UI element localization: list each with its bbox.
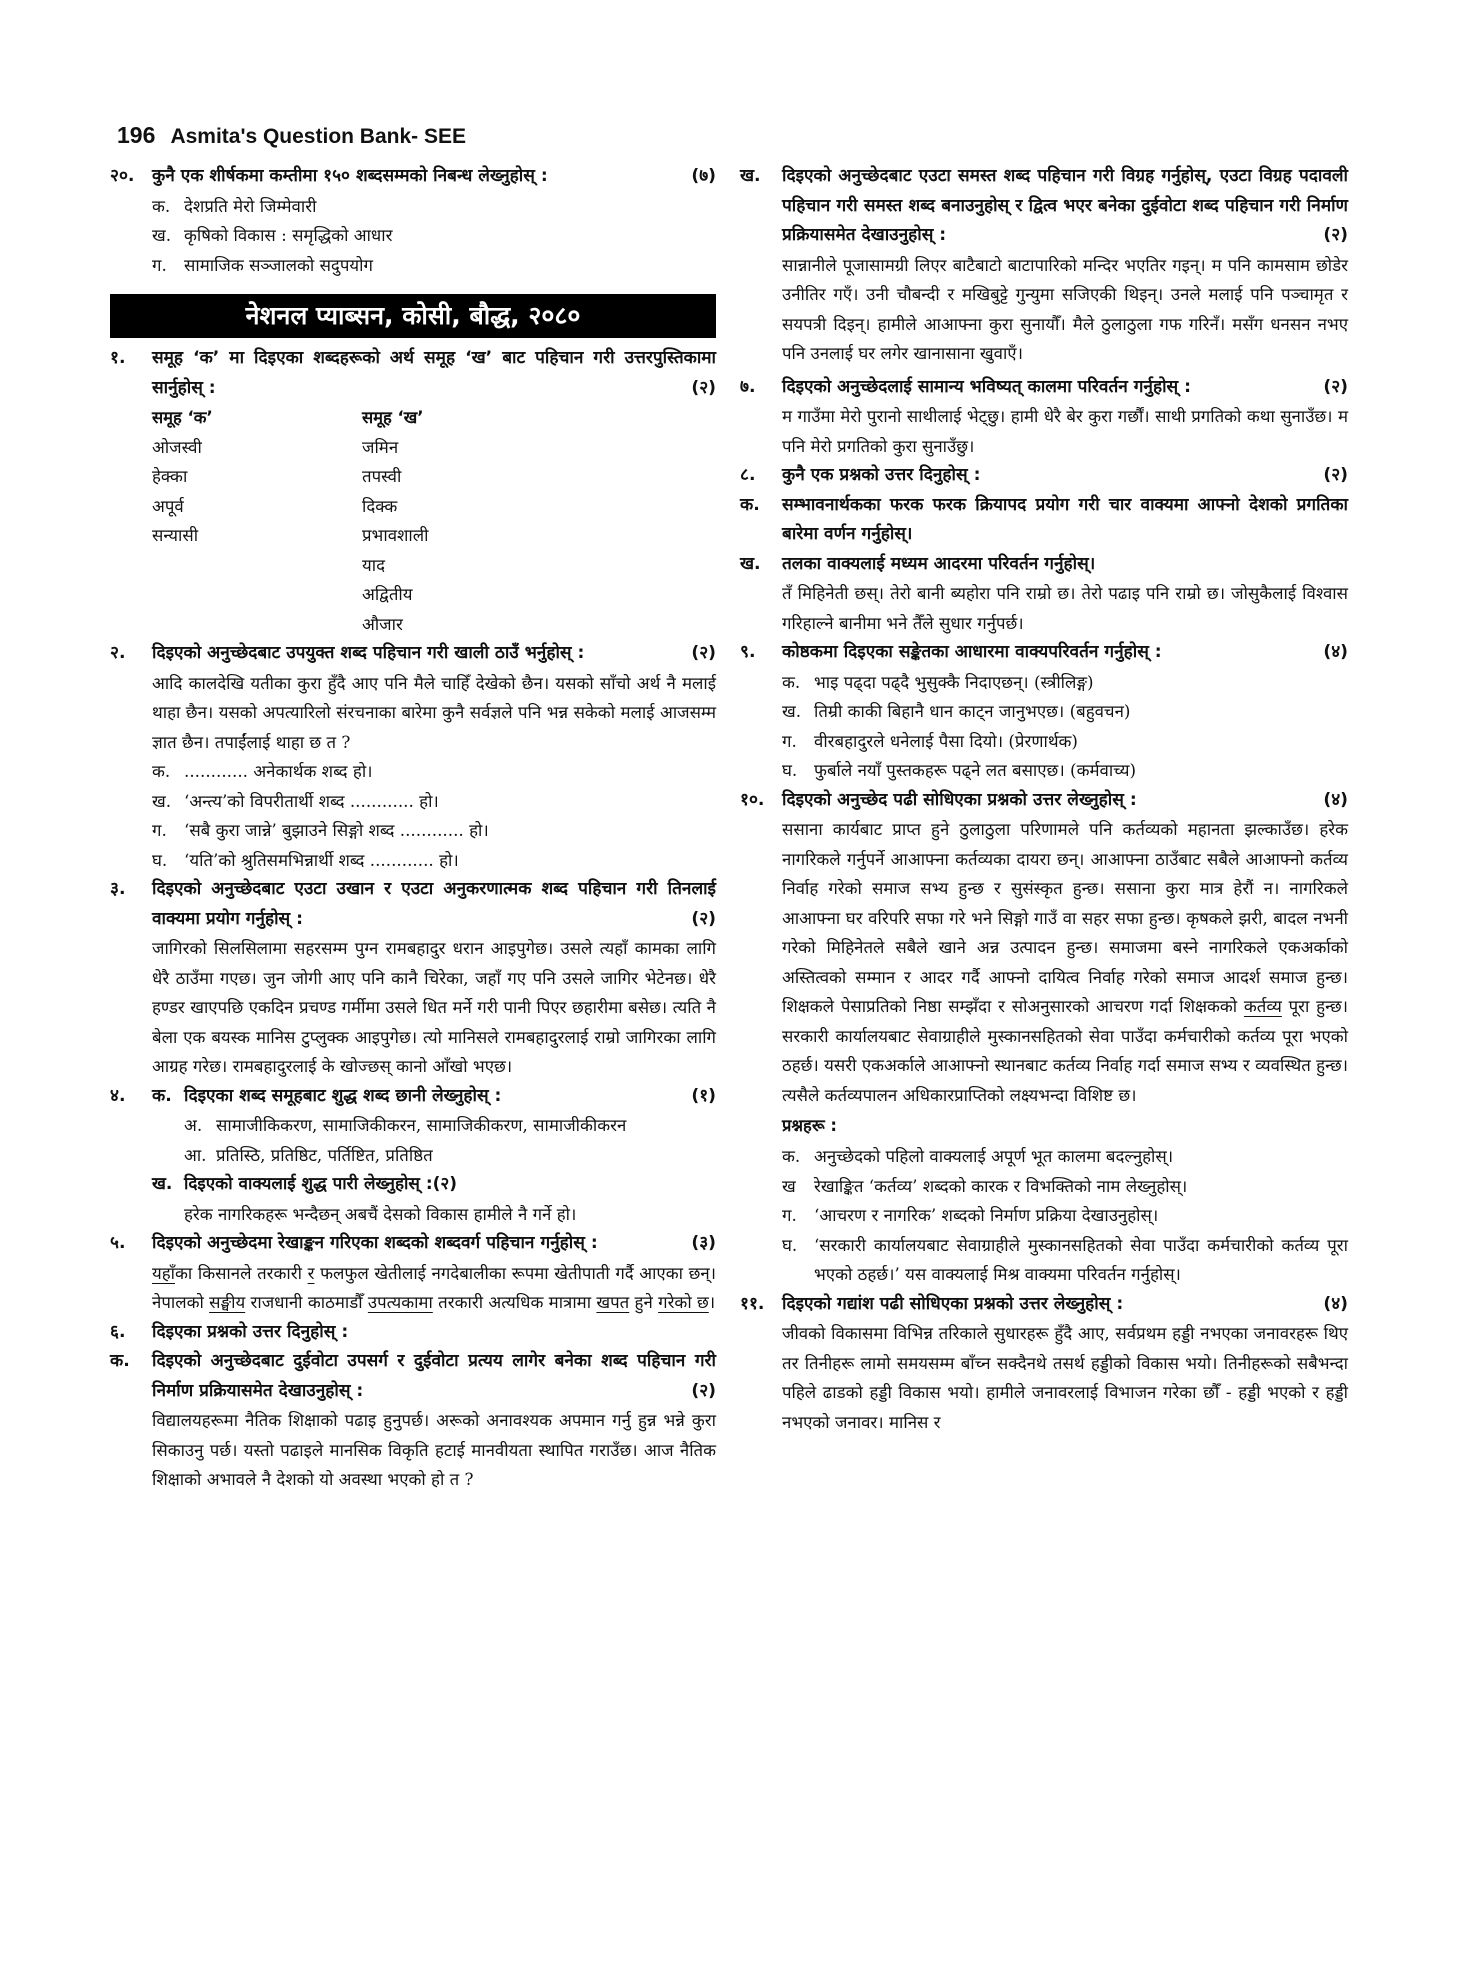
question-text: दिइएको अनुच्छेद पढी सोधिएका प्रश्नको उत्तर लेख्नुहोस् : <box>782 789 1137 810</box>
underlined-word: र <box>307 1262 315 1283</box>
group-b-word: याद <box>362 554 385 575</box>
sub-item: घ. फुर्बाले नयाँ पुस्तकहरू पढ्ने लत बसाएछ। (कर्मवाच्य) <box>782 760 1137 780</box>
question-number: १०. <box>740 789 765 810</box>
question-number: ८. <box>740 465 756 485</box>
questions-heading: प्रश्नहरू : <box>782 1116 837 1135</box>
question-text: दिइएको अनुच्छेदमा रेखाङ्कन गरिएका शब्दको शब्दवर्ग पहिचान गर्नुहोस् : <box>152 1233 598 1253</box>
passage: हरेक नागरिकहरू भन्दैछन् अबचैं देसको विकास हामीले नै गर्ने हो। <box>184 1203 577 1224</box>
sub-item: ग. ‘आचरण र नागरिक’ शब्दको निर्माण प्रक्रिया देखाउनुहोस्। <box>782 1205 1159 1225</box>
book-title: Asmita's Question Bank- SEE <box>170 125 467 148</box>
group-a-word: ओजस्वी <box>152 436 202 457</box>
sub-item: ख. ‘अन्त्य’को विपरीतार्थी शब्द ............ हो। <box>152 790 439 811</box>
sub-item: अ. सामाजीकिकरण, सामाजिकीकरन, सामाजिकीकरण, सामाजीकीकरन <box>184 1115 627 1135</box>
marks: (२) <box>432 1174 458 1194</box>
sub-item: घ. ‘यति’को श्रुतिसमभिन्नार्थी शब्द ............ हो। <box>152 849 459 870</box>
underlined-word: उपत्यकामा <box>367 1292 433 1312</box>
marks: (२) <box>1323 225 1348 245</box>
question-number: ११. <box>740 1293 765 1314</box>
question-text: कुनै एक प्रश्नको उत्तर दिनुहोस् : <box>782 465 981 485</box>
question-4: ४. क. दिइएका शब्द समूहबाट शुद्ध शब्द छानी लेख्नुहोस् : (१) <box>110 1082 716 1112</box>
sub-item: क. भाइ पढ्दा पढ्दै भुसुक्कै निदाएछन्। (स्त्रीलिङ्ग) <box>782 671 1094 692</box>
question-5 <box>110 1229 716 1259</box>
sub-item: ख. कृषिको विकास : समृद्धिको आधार <box>152 225 393 245</box>
marks: (७) <box>691 166 716 186</box>
question-number: ३. <box>110 879 126 899</box>
group-b-word: औजार <box>362 613 403 634</box>
passage: म गाउँमा मेरो पुरानो साथीलाई भेट्छु। हामी धेरै बेर कुरा गर्छौं। साथी प्रगतिको कथा सुनाउँछ। म पनि मेरो प्रगतिको कुरा सुनाउँछु। <box>782 406 1348 456</box>
group-a-word: सन्यासी <box>152 525 199 545</box>
marks: (४) <box>1323 789 1348 810</box>
question-6b: ख. दिइएको अनुच्छेदबाट एउटा समस्त शब्द पहिचान गरी विग्रह गर्नुहोस्, एउटा विग्रह पदावली पहिचान गरी समस्त शब्द बनाउनुहोस् र द्वित्व भएर बनेका दुईवोटा शब्द पहिचान गरी निर्माण प्रक्रियासमेत देखाउनुहोस् : (२) <box>740 162 1348 251</box>
sub-item: घ. ‘सरकारी कार्यालयबाट सेवाग्राहीले मुस्कानसहितको सेवा पाउँदा कर्मचारीको कर्तव्य पूरा भएको ठहर्छ।’ यस वाक्यलाई मिश्र वाक्यमा परिवर्तन गर्नुहोस्। <box>782 1234 1348 1284</box>
right-column <box>740 162 1348 1437</box>
question-text: दिइएका प्रश्नको उत्तर दिनुहोस् : <box>152 1321 349 1342</box>
group-b-word: जमिन <box>362 436 399 457</box>
page-header <box>117 122 466 149</box>
question-text: दिइएको अनुच्छेदबाट उपयुक्त शब्द पहिचान गरी खाली ठाउँ भर्नुहोस् : <box>152 643 585 663</box>
question-number: १. <box>110 348 126 368</box>
exam-section-banner: नेशनल प्याब्सन, कोसी, बौद्ध, २०८० <box>110 294 716 338</box>
passage: ससाना कार्यबाट प्राप्त हुने ठुलाठुला परिणामले पनि कर्तव्यको महानता झल्काउँछ। हरेक नागरिकले गर्नुपर्ने आआफ्ना कर्तव्यका दायरा छन्। आआफ्ना ठाउँबाट सबैले आआफ्नो कर्तव्य निर्वाह गरेको समाज सभ्य हुन्छ र सुसंस्कृत हुन्छ। ससाना कुरा मात्र हेरौं न। नागरिकले आआफ्ना घर वरिपरि सफा गरे भने सिङ्गो गाउँ वा सहर सफा हुन्छ। कृषकले झरी, बादल नभनी गरेको मिहिनेतले सबैले खाने अन्न उत्पादन हुन्छ। समाजमा बस्ने नागरिकले एकअर्काको अस्तित्वको सम्मान र आदर गर्दै आफ्नो दायित्व निर्वाह गरेको समाज आदर्श समाज हुन्छ। शिक्षकले पेसाप्रतिको निष्ठा सम्झँदा र सोअनुसारको आचरण गर्दा शिक्षकको कर्तव्य पूरा हुन्छ। सरकारी कार्यालयबाट सेवाग्राहीले मुस्कानसहितको सेवा पाउँदा कर्मचारीको कर्तव्य पूरा भएको ठहर्छ। यसरी एकअर्काले आआफ्नो स्थानबाट कर्तव्य निर्वाह गर्दा समाज सभ्य र व्यवस्थित हुन्छ। त्यसैले कर्तव्यपालन अधिकारप्राप्तिको लक्ष्यभन्दा विशिष्ट छ। <box>782 819 1348 1105</box>
marks: (२) <box>691 1380 716 1401</box>
page-number: 196 <box>117 122 156 148</box>
sub-item: आ. प्रतिस्ठि, प्रतिष्ठिट, पर्तिष्टित, प्रतिष्ठित <box>184 1144 433 1165</box>
question-10 <box>740 786 1348 816</box>
question-number: ७. <box>740 376 756 397</box>
question-text: कोष्ठकमा दिइएका सङ्केतका आधारमा वाक्यपरिवर्तन गर्नुहोस् : <box>782 642 1162 662</box>
question-text: दिइएका शब्द समूहबाट शुद्ध शब्द छानी लेख्नुहोस् : <box>184 1085 502 1106</box>
marks: (४) <box>1323 1293 1348 1314</box>
question-8 <box>740 461 1348 491</box>
marks: (१) <box>691 1085 716 1106</box>
passage: सान्नानीले पूजासामग्री लिएर बाटैबाटो बाटापारिको मन्दिर भएतिर गइन्। म पनि कामसाम छोडेर उनीतिर गएँ। उनी चौबन्दी र मखिबुट्टे गुन्युमा सजिएकी थिइन्। उनले मलाई पनि पञ्चामृत र सयपत्री दिइन्। हामीले आआफ्ना कुरा सुनायौँ। मैले ठुलाठुला गफ गरिनँ। मसँग धनसन नभए पनि उनलाई घर लगेर खानासाना खुवाएँ। <box>782 254 1348 363</box>
sub-item: ख. तिम्री काकी बिहानै धान काट्न जानुभएछ। (बहुवचन) <box>782 701 1131 721</box>
question-6a: क. दिइएको अनुच्छेदबाट दुईवोटा उपसर्ग र दुईवोटा प्रत्यय लागेर बनेका शब्द पहिचान गरी निर्माण प्रक्रियासमेत देखाउनुहोस् : (२) <box>110 1347 716 1406</box>
question-20 <box>110 162 716 192</box>
underlined-word: गरेको छ <box>658 1292 709 1312</box>
question-text: दिइएको अनुच्छेदलाई सामान्य भविष्यत् कालमा परिवर्तन गर्नुहोस् : <box>782 376 1192 397</box>
question-text: कुनै एक शीर्षकमा कम्तीमा १५० शब्दसम्मको निबन्ध लेख्नुहोस् : <box>152 166 548 186</box>
question-6 <box>110 1318 716 1348</box>
question-text: दिइएको अनुच्छेदबाट दुईवोटा उपसर्ग र दुईवोटा प्रत्यय लागेर बनेका शब्द पहिचान गरी निर्माण प्रक्रियासमेत देखाउनुहोस् : <box>152 1351 716 1401</box>
question-3 <box>110 875 716 934</box>
sub-item: क. अनुच्छेदको पहिलो वाक्यलाई अपूर्ण भूत कालमा बदल्नुहोस्। <box>782 1146 1174 1166</box>
marks: (३) <box>691 1233 716 1253</box>
underlined-word: खपत <box>596 1292 630 1312</box>
question-text: दिइएको अनुच्छेदबाट एउटा समस्त शब्द पहिचान गरी विग्रह गर्नुहोस्, एउटा विग्रह पदावली पहिचान गरी समस्त शब्द बनाउनुहोस् र द्वित्व भएर बनेका दुईवोटा शब्द पहिचान गरी निर्माण प्रक्रियासमेत देखाउनुहोस् : <box>782 166 1348 245</box>
group-b-heading: समूह ‘ख’ <box>362 408 424 427</box>
group-a-heading: समूह ‘क’ <box>152 408 213 427</box>
question-number: ६. <box>110 1321 126 1342</box>
question-text: तलका वाक्यलाई मध्यम आदरमा परिवर्तन गर्नुहोस्। <box>782 553 1096 574</box>
question-text: दिइएको गद्यांश पढी सोधिएका प्रश्नको उत्तर लेख्नुहोस् : <box>782 1293 1124 1314</box>
passage: जागिरको सिलसिलामा सहरसम्म पुग्न रामबहादुर धरान आइपुगेछ। उसले त्यहाँ कामका लागि धेरै ठाउँमा गएछ। जुन जोगी आए पनि कानै चिरेका, जहाँ गए पनि उसले जागिर भेटेनछ। धेरै हण्डर खाएपछि एकदिन प्रचण्ड गर्मीमा उसले धित मर्ने गरी पानी पिएर छहारीमा बसेछ। त्यति नै बेला एक बयस्क मानिस टुप्लुक्क आइपुगेछ। त्यो मानिसले रामबहादुरलाई राम्रो जागिरका लागि आग्रह गरेछ। रामबहादुरलाई के खोज्छस् कानो आँखो भएछ। <box>152 938 716 1076</box>
sub-item: क. ............ अनेकार्थक शब्द हो। <box>152 761 373 781</box>
marks: (२) <box>1323 465 1348 485</box>
question-11 <box>740 1290 1348 1320</box>
question-number: ९. <box>740 642 756 662</box>
sub-item: ग. ‘सबै कुरा जान्ने’ बुझाउने सिङ्गो शब्द ............ हो। <box>152 820 489 840</box>
passage: आदि कालदेखि यतीका कुरा हुँदै आए पनि मैले चाहिँ देखेको छैन। यसको साँचो अर्थ नै मलाई थाहा छैन। यसको अपत्यारिलो संरचनाका बारेमा कुनै सर्वज्ञले पनि भन्न सकेको मलाई आजसम्म ज्ञात छैन। तपाईंलाई थाहा छ त ? <box>152 672 716 752</box>
marks: (२) <box>691 908 716 929</box>
sub-item: ग. वीरबहादुरले धनेलाई पैसा दियो। (प्रेरणार्थक) <box>782 730 1078 751</box>
question-8b: ख. तलका वाक्यलाई मध्यम आदरमा परिवर्तन गर्नुहोस्। <box>740 550 1348 580</box>
group-b-word: तपस्वी <box>362 466 402 486</box>
group-b-word: प्रभावशाली <box>362 525 429 545</box>
marks: (४) <box>1323 642 1348 662</box>
group-b-word: अद्वितीय <box>362 584 413 604</box>
question-text: सम्भावनार्थकका फरक फरक क्रियापद प्रयोग गरी चार वाक्यमा आफ्नो देशको प्रगतिका बारेमा वर्णन गर्नुहोस्। <box>782 494 1348 544</box>
question-number: २०. <box>110 166 135 186</box>
group-a-word: अपूर्व <box>152 495 184 516</box>
question-8a: क. सम्भावनार्थकका फरक फरक क्रियापद प्रयोग गरी चार वाक्यमा आफ्नो देशको प्रगतिका बारेमा वर्णन गर्नुहोस्। <box>740 491 1348 550</box>
marks: (२) <box>691 643 716 663</box>
sub-item: ख रेखाङ्कित ‘कर्तव्य’ शब्दको कारक र विभक्तिको नाम लेख्नुहोस्। <box>782 1175 1188 1196</box>
sub-item: क. देशप्रति मेरो जिम्मेवारी <box>152 195 317 216</box>
underlined-word: सङ्घीय <box>209 1292 246 1312</box>
question-number: ५. <box>110 1233 126 1253</box>
marks: (२) <box>691 377 716 398</box>
question-text: दिइएको अनुच्छेदबाट एउटा उखान र एउटा अनुकरणात्मक शब्द पहिचान गरी तिनलाई वाक्यमा प्रयोग गर्नुहोस् : <box>152 879 716 929</box>
question-2 <box>110 639 716 669</box>
match-table <box>110 403 716 639</box>
question-7 <box>740 373 1348 403</box>
question-number: ४. <box>110 1085 126 1106</box>
passage: विद्यालयहरूमा नैतिक शिक्षाको पढाइ हुनुपर्छ। अरूको अनावश्यक अपमान गर्नु हुन्न भन्ने कुरा सिकाउनु पर्छ। यस्तो पढाइले मानसिक विकृति हटाई मानवीयता स्थापित गराउँछ। आज नैतिक शिक्षाको अभावले नै देशको यो अवस्था भएको हो त ? <box>152 1410 716 1489</box>
question-1 <box>110 344 716 403</box>
left-column <box>110 162 716 1495</box>
group-b-word: दिक्क <box>362 495 398 516</box>
marks: (२) <box>1323 376 1348 397</box>
passage: जीवको विकासमा विभिन्न तरिकाले सुधारहरू हुँदै आए, सर्वप्रथम हड्डी नभएका जनावरहरू थिए तर तिनीहरू लामो समयसम्म बाँच्न सक्दैनथे तसर्थ हड्डीको विकास भयो। तिनीहरूको सबैभन्दा पहिले ढाडको हड्डी विकास भयो। हामीले जनावरलाई विभाजन गरेका छौँ - हड्डी भएको र हड्डी नभएको जनावर। मानिस र <box>782 1323 1348 1432</box>
underlined-word: यहाँ <box>152 1262 175 1283</box>
passage: यहाँका किसानले तरकारी र फलफुल खेतीलाई नगदेबालीका रूपमा खेतीपाती गर्दै आएका छन्। नेपालको सङ्घीय राजधानी काठमाडौँ उपत्यकामा तरकारी अत्यधिक मात्रामा खपत हुने गरेको छ। <box>152 1262 717 1312</box>
underlined-word: कर्तव्य <box>1243 996 1282 1016</box>
question-number: २. <box>110 643 126 663</box>
group-a-word: हेक्का <box>152 466 188 486</box>
question-text: दिइएको वाक्यलाई शुद्ध पारी लेख्नुहोस् : <box>184 1174 433 1194</box>
sub-item: ग. सामाजिक सञ्जालको सदुपयोग <box>152 254 373 275</box>
question-text: समूह ‘क’ मा दिइएका शब्दहरूको अर्थ समूह ‘ख’ बाट पहिचान गरी उत्तरपुस्तिकामा सार्नुहोस् : <box>152 348 716 398</box>
question-4b: ख. दिइएको वाक्यलाई शुद्ध पारी लेख्नुहोस् :(२) <box>152 1174 458 1194</box>
question-9 <box>740 638 1348 668</box>
passage: तँ मिहिनेती छस्। तेरो बानी ब्यहोरा पनि राम्रो छ। तेरो पढाइ पनि राम्रो छ। जोसुकैलाई विश्वास गरिहाल्ने बानीमा भने तैँले सुधार गर्नुपर्छ। <box>782 583 1348 633</box>
